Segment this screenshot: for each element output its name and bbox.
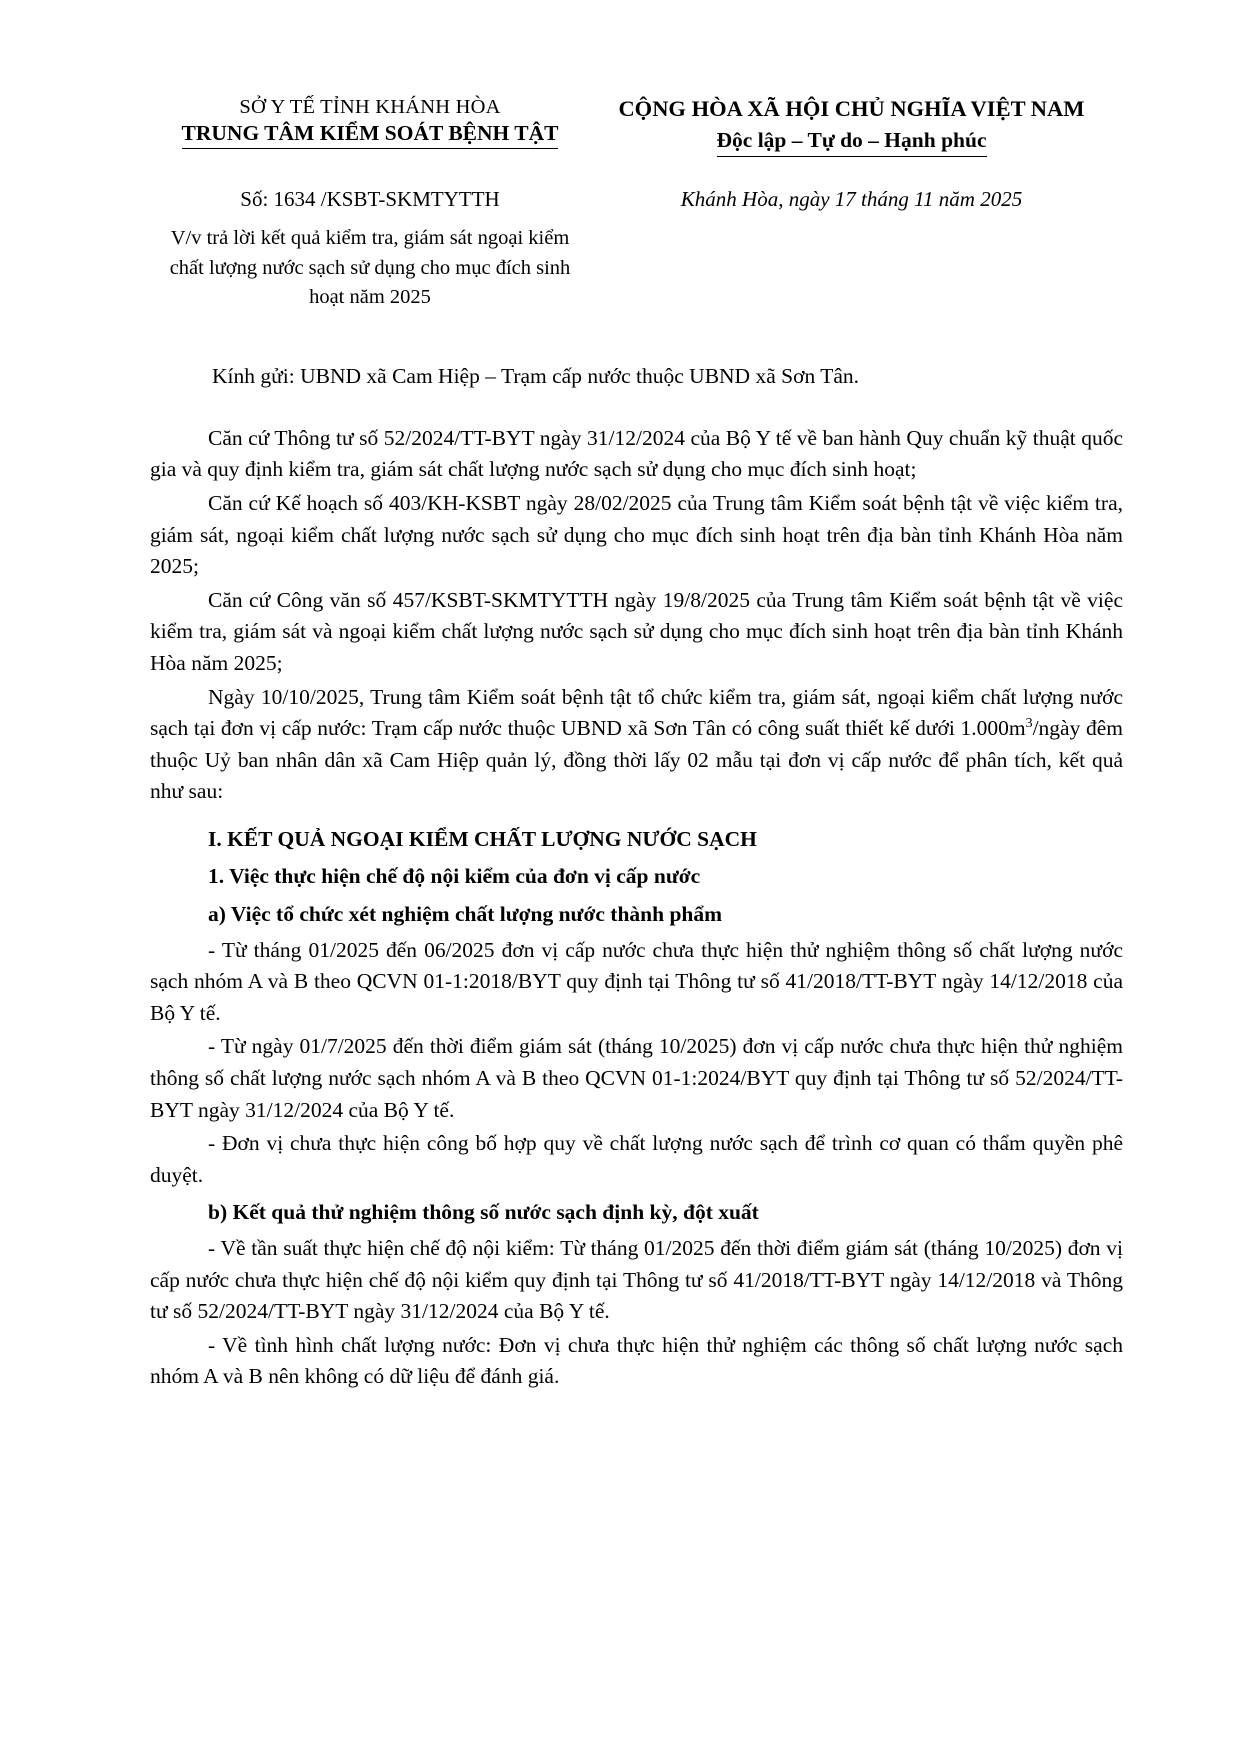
paragraph-basis-2: Căn cứ Kế hoạch số 403/KH-KSBT ngày 28/02/2025 của Trung tâm Kiểm soát bệnh tật về việc kiểm tra, giám sát, ngoại kiểm chất lượng nước sạch sử dụng cho mục đích sinh hoạt trên địa bàn tỉnh Khánh Hòa năm 2025; — [150, 490, 1123, 579]
item-b-1: - Về tần suất thực hiện chế độ nội kiểm: Từ tháng 01/2025 đến thời điểm giám sát (tháng 10/2025) đơn vị cấp nước chưa thực hiện chế độ nội kiểm quy định tại Thông tư số 41/2018/TT-BYT ngày 14/12/2018 và Thông tư số 52/2024/TT-BYT ngày 31/12/2024 của Bộ Y tế. — [150, 1236, 1123, 1324]
paragraph-inspection-post: /ngày đêm thuộc Uỷ ban nhân dân xã Cam Hiệp quản lý, đồng thời lấy 02 mẫu tại đơn vị cấp nước để phân tích, kết quả như sau: — [150, 716, 1123, 804]
document-header — [150, 96, 1123, 157]
item-b-2: - Về tình hình chất lượng nước: Đơn vị chưa thực hiện thử nghiệm các thông số chất lượng nước sạch nhóm A và B nên không có dữ liệu để đánh giá. — [150, 1332, 1123, 1389]
document-body — [150, 361, 1123, 1393]
section-heading-1-1-b: b) Kết quả thử nghiệm thông số nước sạch định kỳ, đột xuất — [208, 1200, 759, 1225]
document-number — [150, 187, 580, 212]
organization-parent: SỞ Y TẾ TỈNH KHÁNH HÒA — [239, 96, 501, 118]
organization-name-text: TRUNG TÂM KIỂM SOÁT BỆNH TẬT — [182, 121, 559, 149]
recipient-line: Kính gửi: UBND xã Cam Hiệp – Trạm cấp nước thuộc UBND xã Sơn Tân. — [212, 364, 859, 389]
organization-name — [160, 121, 580, 149]
spacer — [150, 810, 1123, 816]
document-number-row — [150, 187, 1123, 212]
item-a-1: - Từ tháng 01/2025 đến 06/2025 đơn vị cấp nước chưa thực hiện thử nghiệm thông số chất lượng nước sạch nhóm A và B theo QCVN 01-1:2018/BYT quy định tại Thông tư số 41/2018/TT-BYT ngày 14/12/2018 của Bộ Y tế. — [150, 937, 1123, 1025]
issuing-organization — [150, 96, 580, 149]
section-heading-1: I. KẾT QUẢ NGOẠI KIỂM CHẤT LƯỢNG NƯỚC SẠCH — [208, 826, 757, 851]
item-a-3: - Đơn vị chưa thực hiện công bố hợp quy về chất lượng nước sạch để trình cơ quan có thẩm quyền phê duyệt. — [150, 1131, 1123, 1187]
national-motto-text: Độc lập – Tự do – Hạnh phúc — [717, 128, 987, 157]
national-heading — [580, 96, 1123, 157]
document-subject: V/v trả lời kết quả kiểm tra, giám sát ngoại kiểm chất lượng nước sạch sử dụng cho mục đích sinh hoạt năm 2025 — [169, 227, 571, 309]
paragraph-inspection — [150, 682, 1123, 808]
paragraph-basis-1: Căn cứ Thông tư số 52/2024/TT-BYT ngày 31/12/2024 của Bộ Y tế về ban hành Quy chuẩn kỹ thuật quốc gia và quy định kiểm tra, giám sát chất lượng nước sạch sử dụng cho mục đích sinh hoạt; — [150, 425, 1123, 482]
country-name: CỘNG HÒA XÃ HỘI CHỦ NGHĨA VIỆT NAM — [618, 96, 1085, 121]
document-number-label: Số: — [240, 187, 269, 211]
paragraph-inspection-pre: Ngày 10/10/2025, Trung tâm Kiểm soát bệnh tật tổ chức kiểm tra, giám sát, ngoại kiểm chất lượng nước sạch tại đơn vị cấp nước: Trạm cấp nước thuộc UBND xã Sơn Tân có công suất thiết kế dưới 1.000m — [150, 684, 1123, 741]
item-a-2: - Từ ngày 01/7/2025 đến thời điểm giám sát (tháng 10/2025) đơn vị cấp nước chưa thực hiện thử nghiệm thông số chất lượng nước sạch nhóm A và B theo QCVN 01-1:2024/BYT quy định tại Thông tư số 52/2024/TT-BYT ngày 31/12/2024 của Bộ Y tế. — [150, 1034, 1123, 1122]
document-number-suffix: /KSBT-SKMTYTTH — [320, 187, 500, 211]
cubic-meter-superscript: 3 — [1025, 715, 1033, 731]
section-heading-1-1-a: a) Việc tổ chức xét nghiệm chất lượng nước thành phẩm — [208, 902, 723, 927]
national-motto — [580, 128, 1123, 157]
document-number-value: 1634 — [273, 187, 316, 211]
paragraph-basis-3: Căn cứ Công văn số 457/KSBT-SKMTYTTH ngày 19/8/2025 của Trung tâm Kiểm soát bệnh tật về việc kiểm tra, giám sát và ngoại kiểm chất lượng nước sạch sử dụng cho mục đích sinh hoạt trên địa bàn tỉnh Khánh Hòa năm 2025; — [150, 587, 1123, 675]
section-heading-1-1: 1. Việc thực hiện chế độ nội kiểm của đơn vị cấp nước — [208, 864, 701, 889]
place-and-date: Khánh Hòa, ngày 17 tháng 11 năm 2025 — [680, 187, 1023, 211]
